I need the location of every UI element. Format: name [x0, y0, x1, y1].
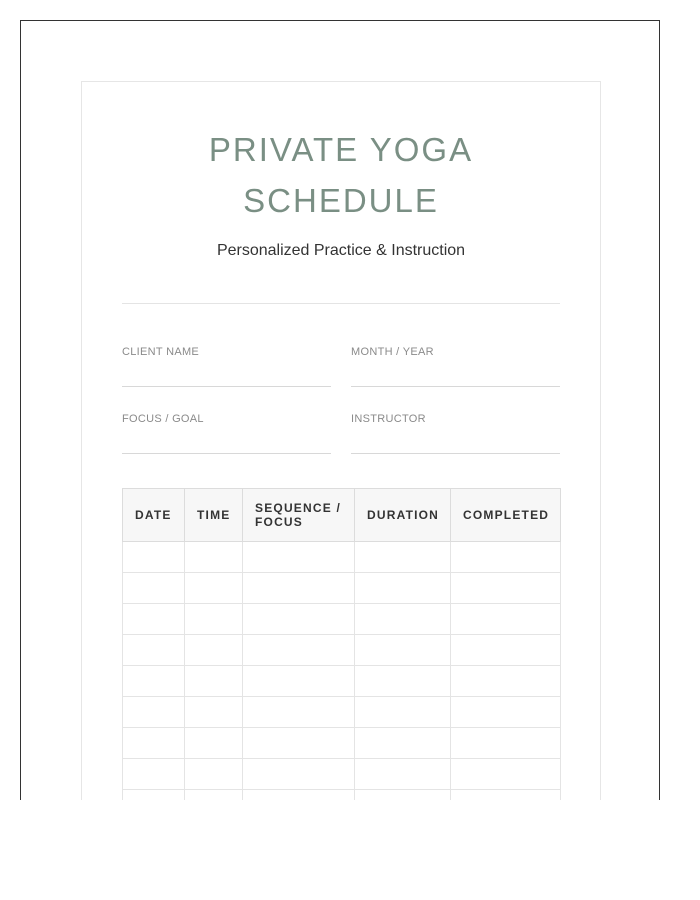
- schedule-sheet: [81, 81, 601, 800]
- column-header-sequence-focus: SEQUENCE / FOCUS: [243, 489, 355, 542]
- completed-cell[interactable]: [451, 604, 561, 635]
- sequence-focus-cell[interactable]: [243, 635, 355, 666]
- time-cell[interactable]: [185, 728, 243, 759]
- column-header-duration: DURATION: [355, 489, 451, 542]
- date-cell[interactable]: [123, 604, 185, 635]
- month-year-field[interactable]: [351, 346, 560, 387]
- column-header-completed: COMPLETED: [451, 489, 561, 542]
- sequence-focus-cell[interactable]: [243, 697, 355, 728]
- duration-cell[interactable]: [355, 759, 451, 790]
- table-row: [123, 604, 561, 635]
- sequence-focus-cell[interactable]: [243, 542, 355, 573]
- sequence-focus-cell[interactable]: [243, 728, 355, 759]
- date-cell[interactable]: [123, 666, 185, 697]
- sequence-focus-cell[interactable]: [243, 573, 355, 604]
- schedule-table: [122, 488, 561, 800]
- completed-cell[interactable]: [451, 573, 561, 604]
- sequence-focus-cell[interactable]: [243, 759, 355, 790]
- time-cell[interactable]: [185, 666, 243, 697]
- page-subtitle: Personalized Practice & Instruction: [216, 242, 466, 259]
- completed-cell[interactable]: [451, 697, 561, 728]
- duration-cell[interactable]: [355, 790, 451, 801]
- instructor-field[interactable]: [351, 413, 560, 454]
- table-row: [123, 790, 561, 801]
- table-row: [123, 759, 561, 790]
- table-row: [123, 697, 561, 728]
- table-row: [123, 666, 561, 697]
- date-cell[interactable]: [123, 635, 185, 666]
- duration-cell[interactable]: [355, 666, 451, 697]
- duration-cell[interactable]: [355, 542, 451, 573]
- sequence-focus-cell[interactable]: [243, 666, 355, 697]
- time-cell[interactable]: [185, 604, 243, 635]
- date-cell[interactable]: [123, 728, 185, 759]
- client-name-field[interactable]: [122, 346, 331, 387]
- page-title: [82, 124, 600, 226]
- focus-goal-label: FOCUS / GOAL: [122, 413, 204, 425]
- table-row: [123, 635, 561, 666]
- time-cell[interactable]: [185, 542, 243, 573]
- sequence-focus-cell[interactable]: [243, 790, 355, 801]
- date-cell[interactable]: [123, 542, 185, 573]
- completed-cell[interactable]: [451, 790, 561, 801]
- time-cell[interactable]: [185, 697, 243, 728]
- completed-cell[interactable]: [451, 666, 561, 697]
- time-cell[interactable]: [185, 635, 243, 666]
- table-header-row: [123, 489, 561, 542]
- client-name-label: CLIENT NAME: [122, 346, 200, 358]
- schedule-table-body: [123, 542, 561, 801]
- title-line-2: SCHEDULE: [243, 182, 439, 219]
- month-year-label: MONTH / YEAR: [351, 346, 434, 358]
- time-cell[interactable]: [185, 573, 243, 604]
- completed-cell[interactable]: [451, 728, 561, 759]
- title-line-1: PRIVATE YOGA: [208, 131, 474, 168]
- duration-cell[interactable]: [355, 604, 451, 635]
- instructor-label: INSTRUCTOR: [351, 413, 426, 425]
- table-row: [123, 542, 561, 573]
- time-cell[interactable]: [185, 790, 243, 801]
- date-cell[interactable]: [123, 790, 185, 801]
- page-frame: [20, 20, 660, 800]
- completed-cell[interactable]: [451, 759, 561, 790]
- duration-cell[interactable]: [355, 697, 451, 728]
- duration-cell[interactable]: [355, 573, 451, 604]
- date-cell[interactable]: [123, 573, 185, 604]
- table-row: [123, 573, 561, 604]
- date-cell[interactable]: [123, 697, 185, 728]
- duration-cell[interactable]: [355, 635, 451, 666]
- completed-cell[interactable]: [451, 635, 561, 666]
- table-row: [123, 728, 561, 759]
- duration-cell[interactable]: [355, 728, 451, 759]
- completed-cell[interactable]: [451, 542, 561, 573]
- column-header-date: DATE: [123, 489, 185, 542]
- header-divider: [122, 303, 560, 304]
- focus-goal-field[interactable]: [122, 413, 331, 454]
- column-header-time: TIME: [185, 489, 243, 542]
- time-cell[interactable]: [185, 759, 243, 790]
- date-cell[interactable]: [123, 759, 185, 790]
- sequence-focus-cell[interactable]: [243, 604, 355, 635]
